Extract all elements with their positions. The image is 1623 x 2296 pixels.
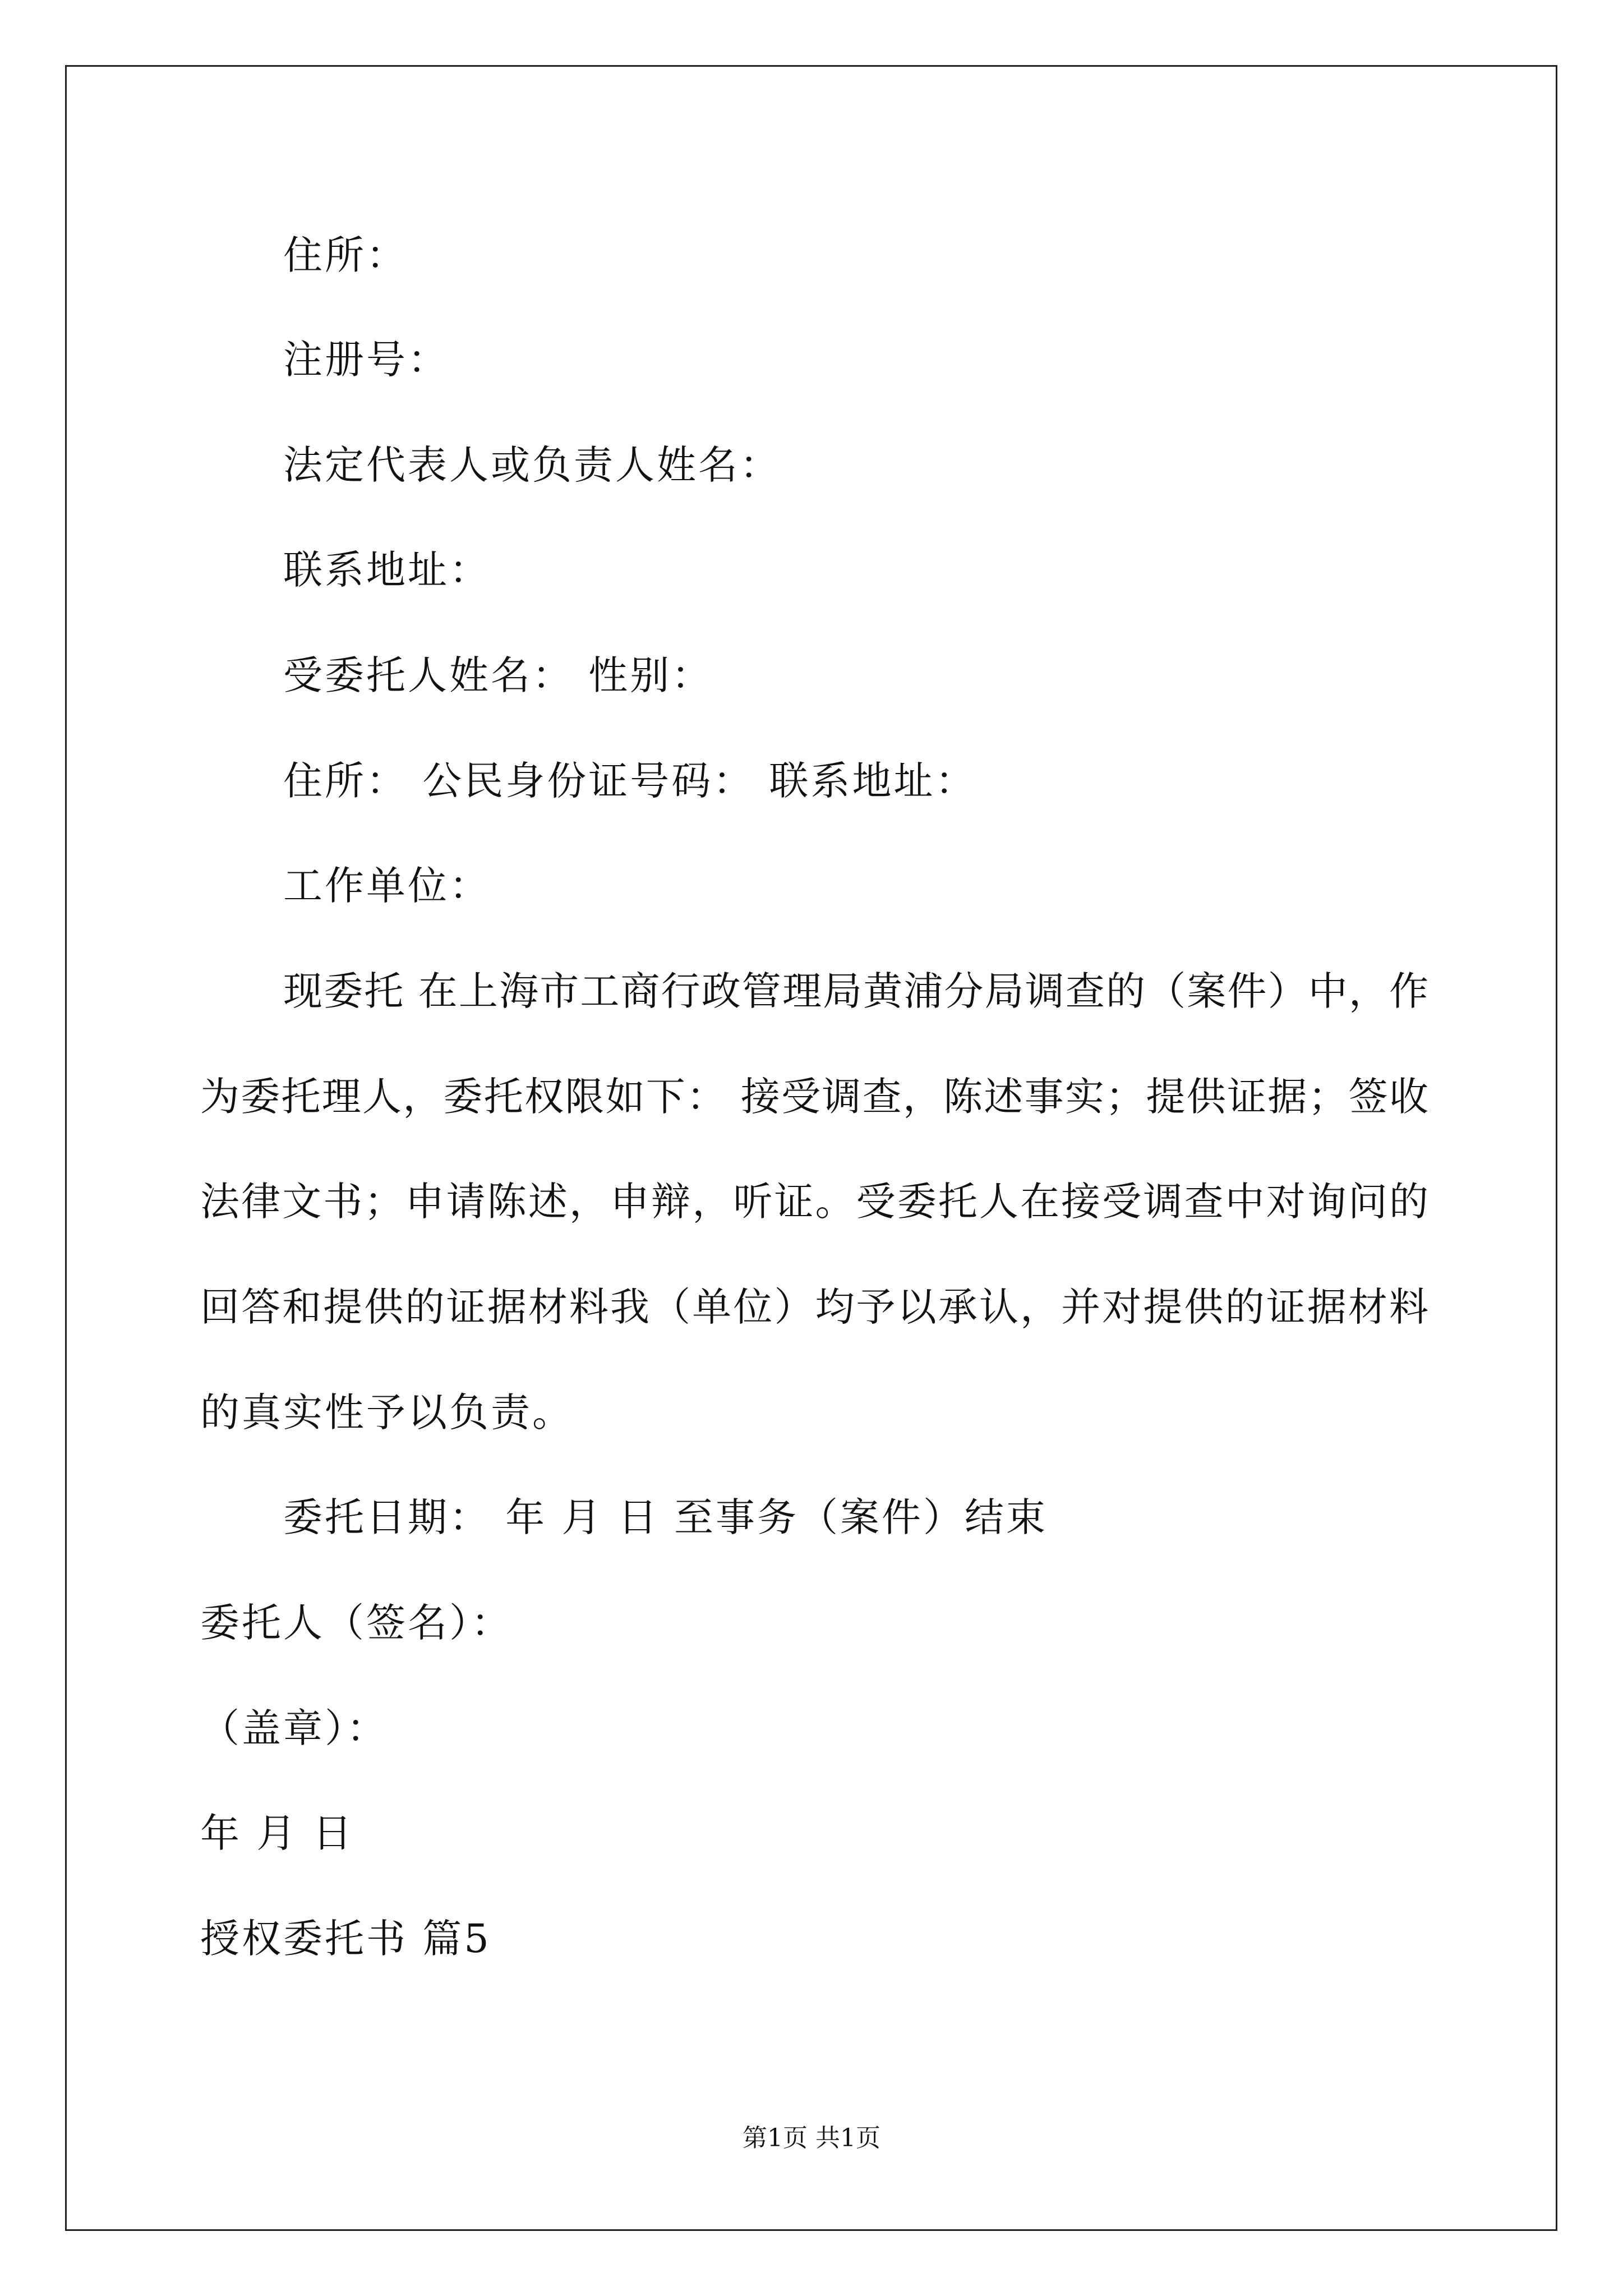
principal-signature-label: 委托人（签名）： [200,1600,513,1646]
trustee-name-gender-field: 受委托人姓名： 性别： [283,652,713,698]
entrust-date-line: 委托日期： 年 月 日 至事务（案件）结束 [283,1494,1048,1540]
paragraph-line: 现委托 在上海市工商行政管理局黄浦分局调查的（案件）中，作 [283,968,1428,1014]
signature-date: 年 月 日 [200,1810,354,1856]
residence-field: 住所： [283,232,408,278]
paragraph-line: 法律文书；申请陈述，申辩，听证。受委托人在接受调查中对询问的 [200,1179,1428,1225]
next-section-title: 授权委托书 篇5 [200,1916,491,1962]
registration-number-field: 注册号： [283,337,449,383]
paragraph-line: 为委托理人，委托权限如下： 接受调查，陈述事实；提供证据；签收 [200,1074,1428,1120]
work-unit-field: 工作单位： [283,863,491,909]
page-border [65,65,1557,2231]
paragraph-line: 的真实性予以负责。 [200,1389,574,1435]
residence-id-contact-field: 住所： 公民身份证号码： 联系地址： [283,758,977,804]
contact-address-field: 联系地址： [283,547,491,593]
seal-label: （盖章）： [200,1705,388,1751]
paragraph-line: 回答和提供的证据材料我（单位）均予以承认，并对提供的证据材料 [200,1284,1428,1330]
legal-representative-field: 法定代表人或负责人姓名： [283,442,781,488]
page-footer: 第1页 共1页 [743,2124,880,2152]
